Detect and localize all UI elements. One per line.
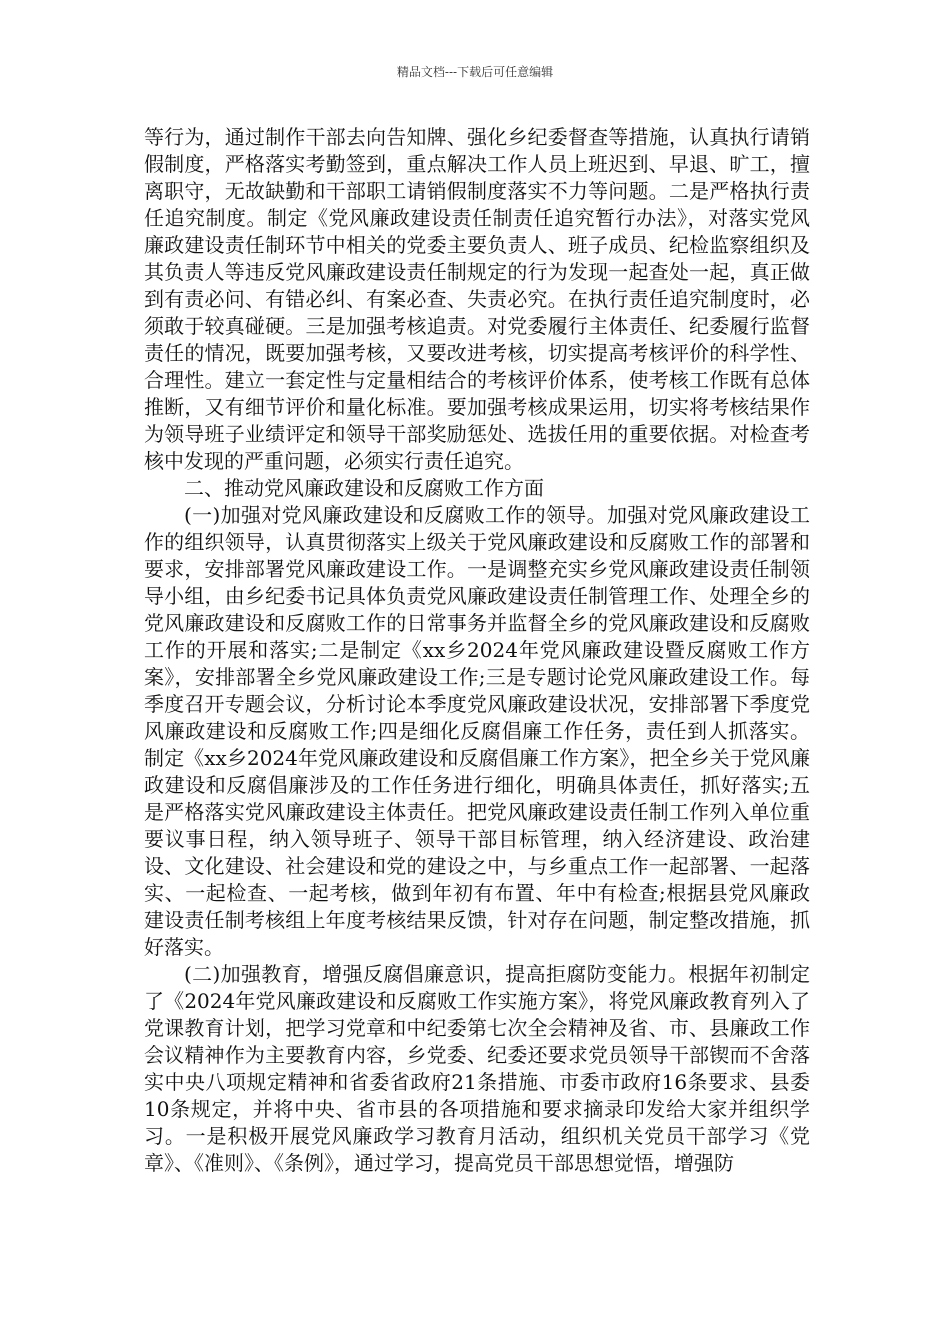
paragraph-leadership: (一)加强对党风廉政建设和反腐败工作的领导。加强对党风廉政建设工作的组织领导，认真贯彻落实上级关于党风廉政建设和反腐败工作的部署和要求，安排部署党风廉政建设工作。一是调整充实乡党风廉政建设责任制领导小组，由乡纪委书记具体负责党风廉政建设责任制管理工作、处理全乡的党风廉政建设和反腐败工作的日常事务并监督全乡的党风廉政建设和反腐败工作的开展和落实;二是制定《xx乡2024年党风廉政建设暨反腐败工作方案》，安排部署全乡党风廉政建设工作;三是专题讨论党风廉政建设工作。每季度召开专题会议，分析讨论本季度党风廉政建设状况，安排部署下季度党风廉政建设和反腐败工作;四是细化反腐倡廉工作任务，责任到人抓落实。制定《xx乡2024年党风廉政建设和反腐倡廉工作方案》，把全乡关于党风廉政建设和反腐倡廉涉及的工作任务进行细化，明确具体责任，抓好落实;五是严格落实党风廉政建设主体责任。把党风廉政建设责任制工作列入单位重要议事日程，纳入领导班子、领导干部目标管理，纳入经济建设、政治建设、文化建设、社会建设和党的建设之中，与乡重点工作一起部署、一起落实、一起检查、一起考核，做到年初有布置、年中有检查;根据县党风廉政建设责任制考核组上年度考核结果反馈，针对存在问题，制定整改措施，抓好落实。 (144, 503, 810, 959)
paragraph-education: (二)加强教育，增强反腐倡廉意识，提高拒腐防变能力。根据年初制定了《2024年党风廉政建设和反腐败工作实施方案》，将党风廉政教育列入了党课教育计划，把学习党章和中纪委第七次全会精神及省、市、县廉政工作会议精神作为主要教育内容，乡党委、纪委还要求党员领导干部锲而不舍落实中央八项规定精神和省委省政府21条措施、市委市政府16条要求、县委10条规定，并将中央、省市县的各项措施和要求摘录印发给大家并组织学习。一是积极开展党风廉政学习教育月活动，组织机关党员干部学习《党章》、《准则》、《条例》，通过学习，提高党员干部思想觉悟，增强防 (144, 962, 810, 1175)
paragraph-continued: 等行为，通过制作干部去向告知牌、强化乡纪委督查等措施，认真执行请销假制度，严格落实考勤签到，重点解决工作人员上班迟到、早退、旷工，擅离职守，无故缺勤和干部职工请销假制度落实不力等问题。二是严格执行责任追究制度。制定《党风廉政建设责任制责任追究暂行办法》，对落实党风廉政建设责任制环节中相关的党委主要负责人、班子成员、纪检监察组织及其负责人等违反党风廉政建设责任制规定的行为发现一起查处一起，真正做到有责必问、有错必纠、有案必查、失责必究。在执行责任追究制度时，必须敢于较真碰硬。三是加强考核追责。对党委履行主体责任、纪委履行监督责任的情况，既要加强考核，又要改进考核，切实提高考核评价的科学性、合理性。建立一套定性与定量相结合的考核评价体系，使考核工作既有总体推断，又有细节评价和量化标准。要加强考核成果运用，切实将考核结果作为领导班子业绩评定和领导干部奖励惩处、选拔任用的重要依据。对检查考核中发现的严重问题，必须实行责任追究。 (144, 125, 810, 473)
section-heading: 二、推动党风廉政建设和反腐败工作方面 (184, 476, 544, 500)
page-header: 精品文档---下载后可任意编辑 (396, 65, 554, 79)
document-body (144, 124, 810, 1177)
